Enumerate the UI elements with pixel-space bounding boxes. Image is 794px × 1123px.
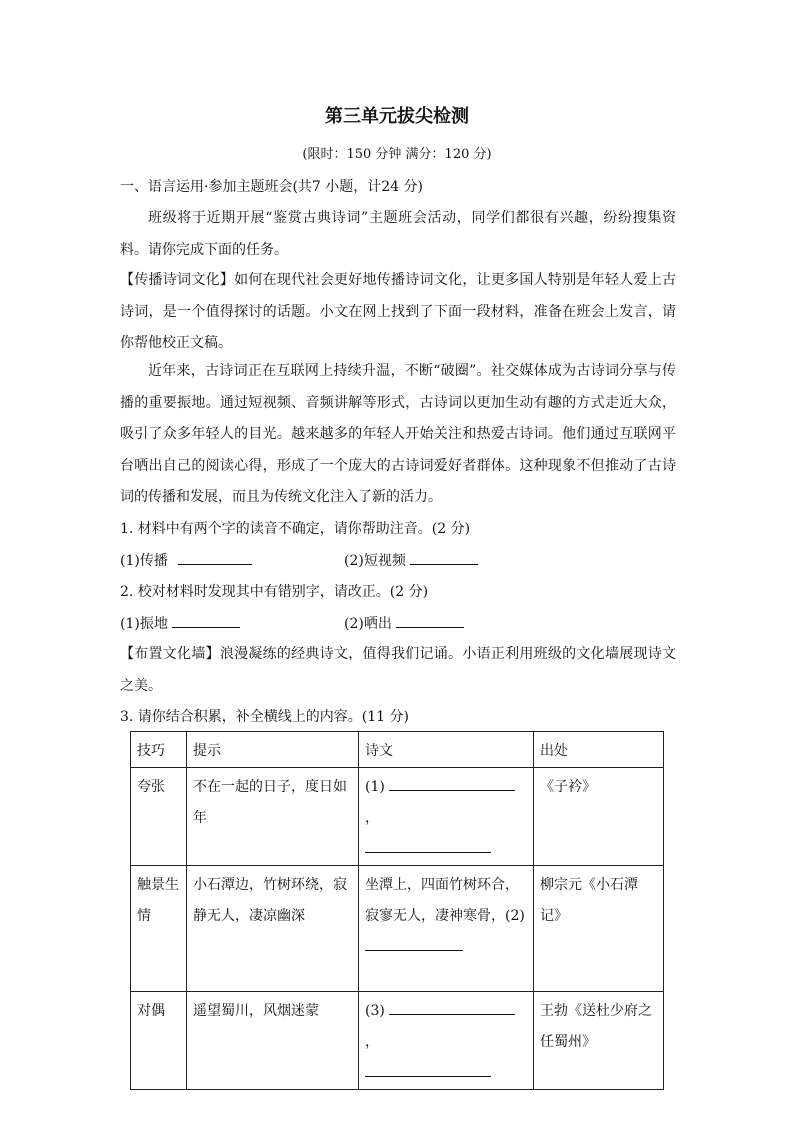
table-header-row bbox=[131, 732, 664, 768]
poem-blank-3a[interactable] bbox=[389, 998, 515, 1015]
task2-paragraph bbox=[120, 639, 676, 702]
question-3: 3. 请你结合积累，补全横线上的内容。(11 分) bbox=[120, 709, 409, 725]
poem-prefix: (1) bbox=[365, 779, 385, 795]
task2-text: 浪漫凝练的经典诗文，值得我们记诵。小语正利用班级的文化墙展现诗文之美。 bbox=[120, 646, 676, 694]
table-row bbox=[131, 866, 664, 992]
q2-blank-a[interactable] bbox=[172, 613, 240, 628]
q2-answer-b bbox=[344, 613, 464, 634]
cell-technique: 触景生情 bbox=[131, 866, 187, 992]
q1-blank-a[interactable] bbox=[178, 550, 252, 565]
poem-comma: ， bbox=[365, 1034, 379, 1050]
q1-label-a: (1)传播 bbox=[120, 553, 168, 569]
poem-prefix: (3) bbox=[365, 1003, 385, 1019]
header-technique: 技巧 bbox=[131, 732, 187, 768]
q1-answer-b bbox=[344, 550, 478, 571]
question-2: 2. 校对材料时发现其中有错别字，请改正。(2 分) bbox=[120, 584, 429, 600]
cell-technique: 夸张 bbox=[131, 768, 187, 866]
task1-tag: 【传播诗词文化】 bbox=[120, 272, 235, 288]
q1-label-b: (2)短视频 bbox=[344, 553, 406, 569]
header-poem: 诗文 bbox=[359, 732, 534, 768]
q2-answer-a bbox=[120, 613, 240, 634]
cell-source: 王勃《送杜少府之任蜀州》 bbox=[534, 992, 664, 1090]
poem-blank-3b[interactable] bbox=[365, 1060, 491, 1077]
q1-blank-b[interactable] bbox=[410, 550, 478, 565]
question-1: 1. 材料中有两个字的读音不确定，请你帮助注音。(2 分) bbox=[120, 521, 471, 537]
section-heading: 一、语言运用·参加主题班会(共7 小题，计24 分) bbox=[120, 179, 423, 195]
cell-source: 柳宗元《小石潭记》 bbox=[534, 866, 664, 992]
cell-technique: 对偶 bbox=[131, 992, 187, 1090]
q2-label-b: (2)哂出 bbox=[344, 616, 392, 632]
cell-hint: 小石潭边，竹树环绕，寂静无人，凄凉幽深 bbox=[187, 866, 359, 992]
poem-prefix: 坐潭上，四面竹树环合，寂寥无人，凄神寒骨，(2) bbox=[365, 877, 525, 924]
poem-blank-1a[interactable] bbox=[389, 774, 515, 791]
header-source: 出处 bbox=[534, 732, 664, 768]
material-paragraph: 近年来，古诗词正在互联网上持续升温，不断“破圈”。社交媒体成为古诗词分享与传播的重要振地。通过短视频、音频讲解等形式，古诗词以更加生动有趣的方式走近大众，吸引了众多年轻人的目光。越来越多的年轻人开始关注和热爱古诗词。他们通过互联网平台哂出自己的阅读心得，形成了一个庞大的古诗词爱好者群体。这种现象不但推动了古诗词的传播和发展，而且为传统文化注入了新的活力。 bbox=[120, 363, 676, 505]
q2-blank-b[interactable] bbox=[396, 613, 464, 628]
cell-poem bbox=[359, 866, 534, 992]
poem-blank-2[interactable] bbox=[365, 934, 463, 951]
cell-hint: 遥望蜀川，风烟迷蒙 bbox=[187, 992, 359, 1090]
poem-blank-1b[interactable] bbox=[365, 836, 491, 853]
cell-poem bbox=[359, 992, 534, 1090]
q1-answer-a bbox=[120, 550, 252, 571]
task1-text: 如何在现代社会更好地传播诗词文化，让更多国人特别是年轻人爱上古诗词，是一个值得探讨的话题。小文在网上找到了下面一段材料，准备在班会上发言，请你帮他校正文稿。 bbox=[120, 272, 677, 351]
poetry-table bbox=[130, 731, 664, 1090]
page-subtitle: (限时：150 分钟 满分：120 分) bbox=[302, 147, 492, 162]
header-hint: 提示 bbox=[187, 732, 359, 768]
cell-poem bbox=[359, 768, 534, 866]
table-row bbox=[131, 768, 664, 866]
q2-label-a: (1)振地 bbox=[120, 616, 168, 632]
table-row bbox=[131, 992, 664, 1090]
task1-paragraph bbox=[120, 265, 676, 360]
task2-tag: 【布置文化墙】 bbox=[120, 646, 220, 662]
cell-hint: 不在一起的日子，度日如年 bbox=[187, 768, 359, 866]
intro-paragraph: 班级将于近期开展“鉴赏古典诗词”主题班会活动，同学们都很有兴趣，纷纷搜集资料。请你完成下面的任务。 bbox=[120, 210, 676, 258]
cell-source: 《子衿》 bbox=[534, 768, 664, 866]
poem-comma: ， bbox=[365, 810, 379, 826]
page-title: 第三单元拔尖检测 bbox=[325, 106, 469, 127]
